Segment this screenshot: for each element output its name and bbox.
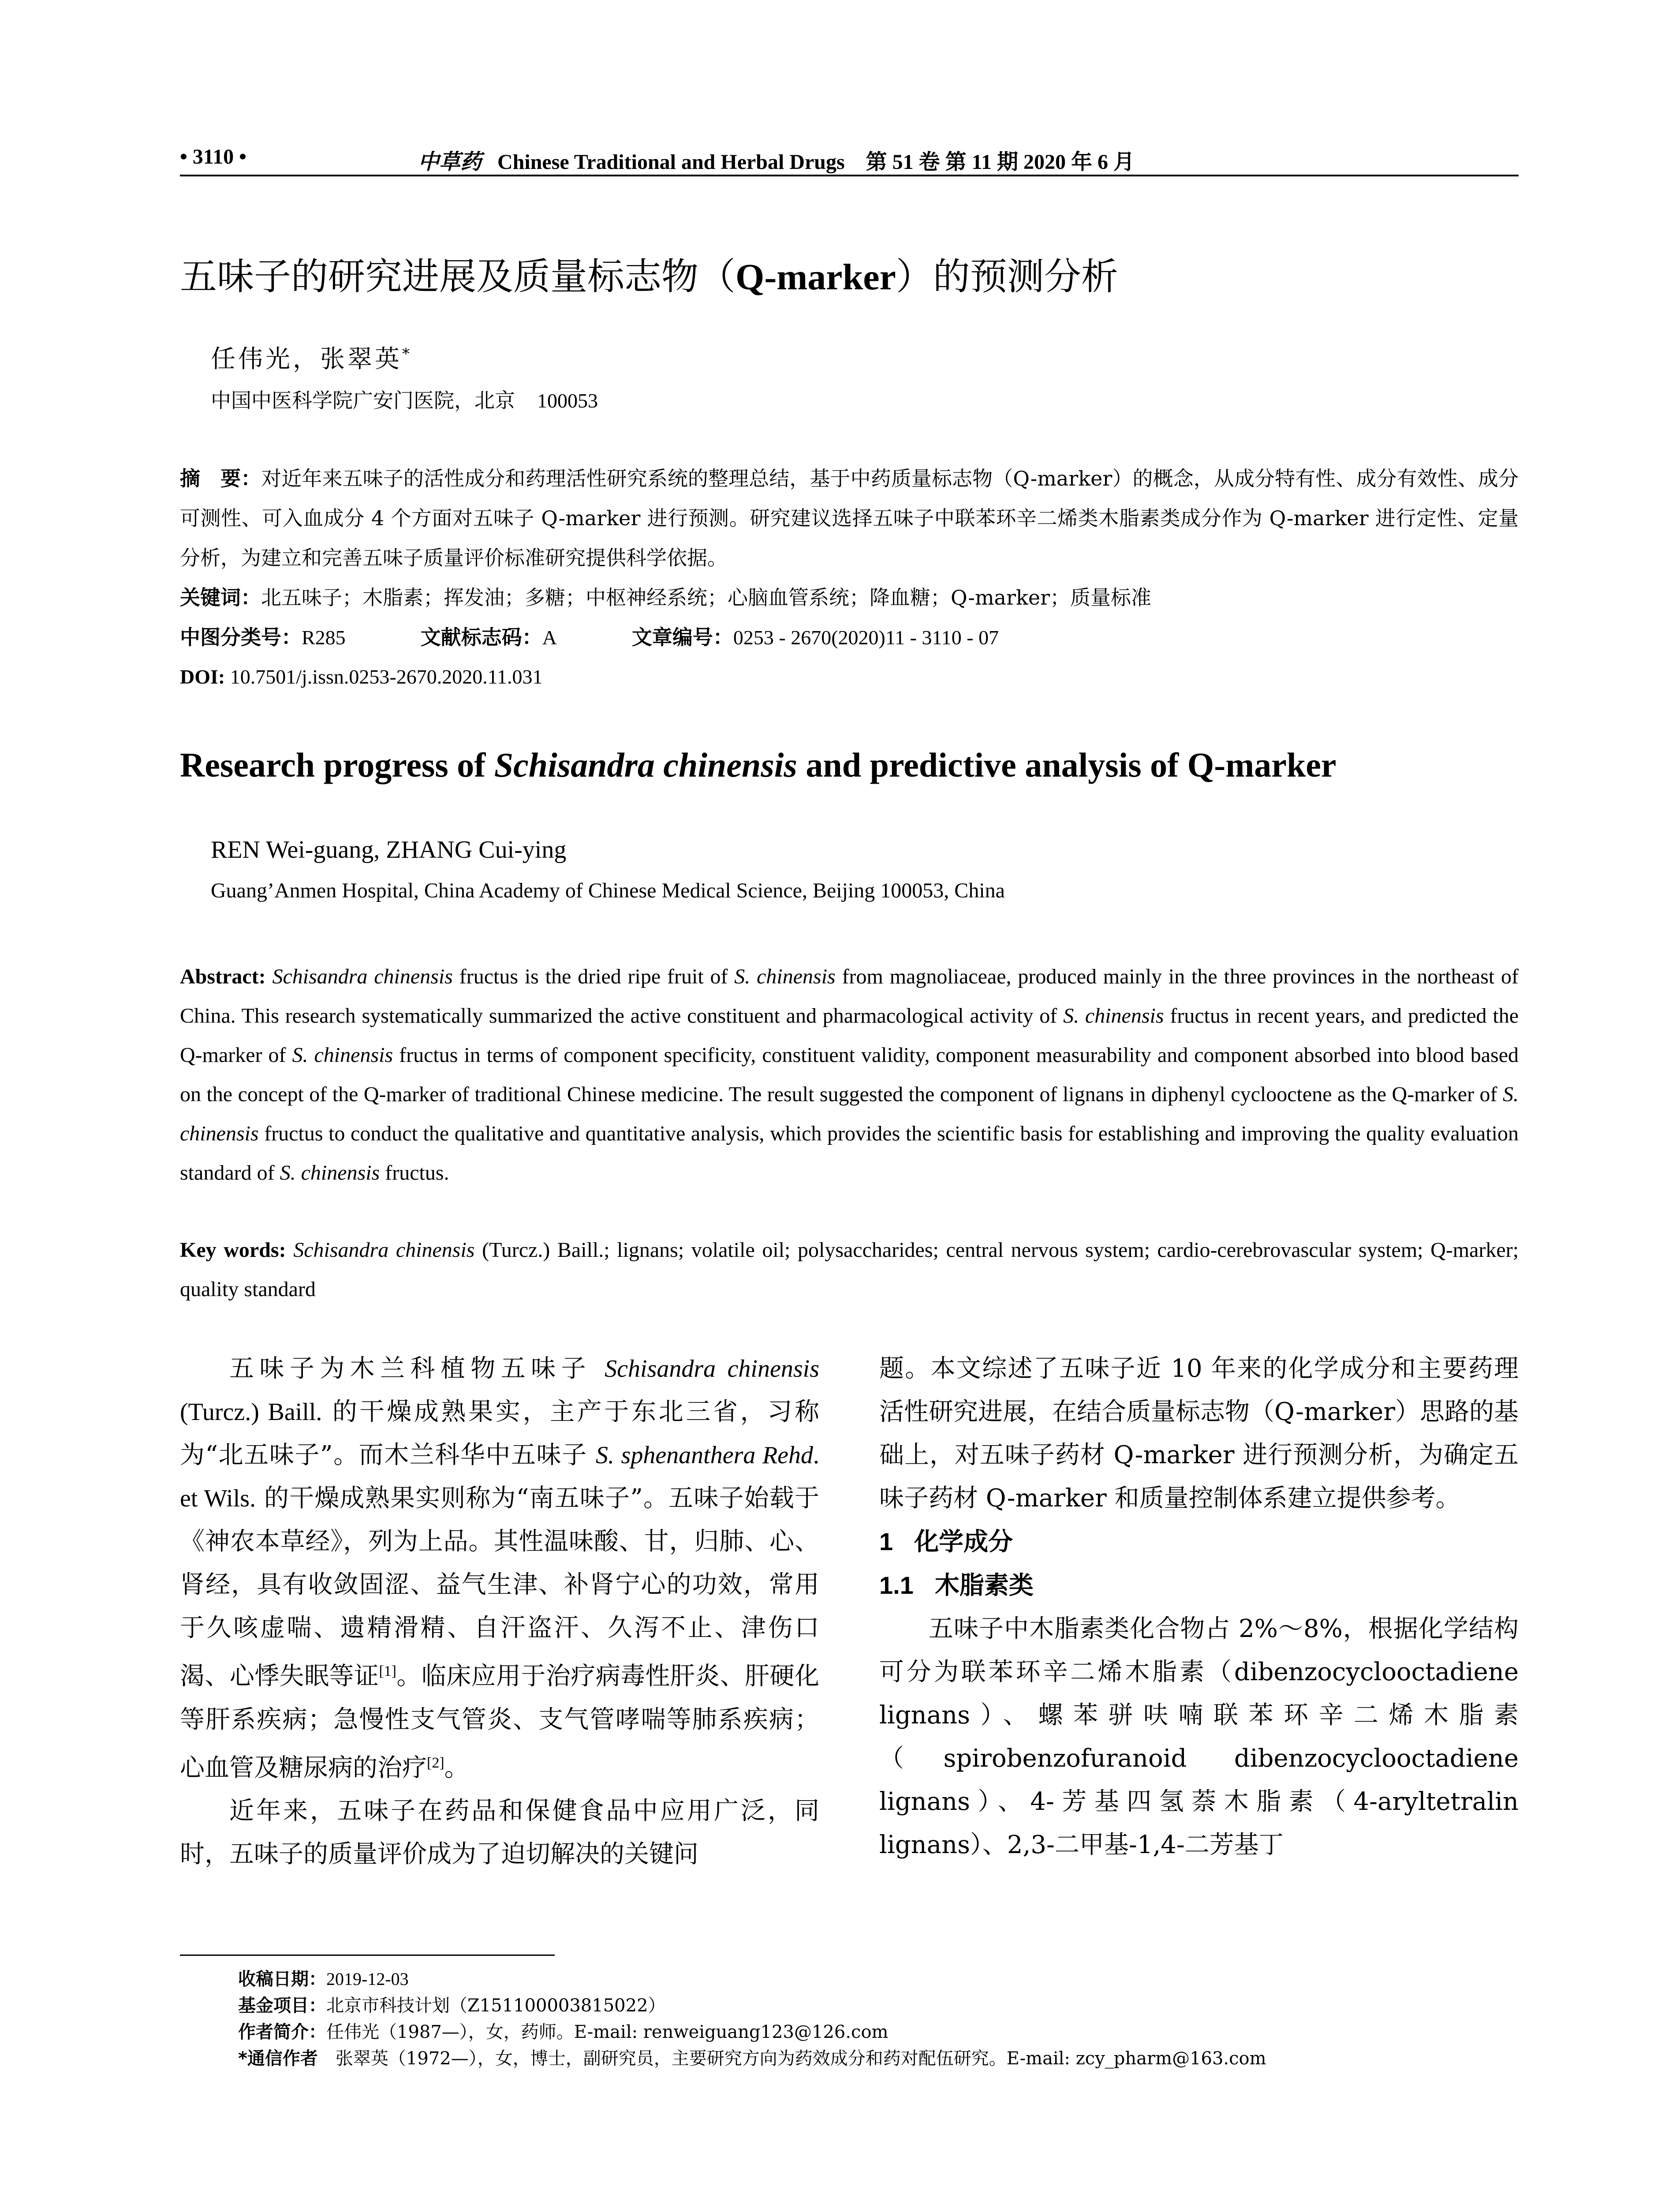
running-header xyxy=(180,140,1519,176)
abstract-text: fructus in terms of component specificity, constituent validity, component measurability and component absorbed into blood based on the concept of the Q-marker of traditional Chinese medicine. The result suggested the component of lignans in diphenyl cyclooctene as the Q-marker of xyxy=(180,1043,1519,1106)
subsection-title: 木脂素类 xyxy=(934,1571,1034,1600)
body-column-left xyxy=(180,1347,819,1876)
abstract-text: fructus to conduct the qualitative and quantitative analysis, which provides the scientific basis for establishing and improving the quality evaluation standard of xyxy=(180,1122,1519,1185)
footnote-label: *通信作者 xyxy=(238,2048,318,2069)
species-name: S. chinensis xyxy=(180,1083,1519,1145)
cn-abstract-text: 对近年来五味子的活性成分和药理活性研究系统的整理总结，基于中药质量标志物（Q-marker）的概念，从成分特有性、成分有效性、成分可测性、可入血成分 4 个方面对五味子 Q-marker 进行预测。研究建议选择五味子中联苯环辛二烯类木脂素类成分作为 Q-marker 进行定性、定量分析，为建立和完善五味子质量评价标准研究提供科学依据。 xyxy=(180,467,1519,570)
citation-ref: [2] xyxy=(427,1754,444,1771)
doi-value: 10.7501/j.issn.0253-2670.2020.11.031 xyxy=(230,665,543,688)
chinese-authors xyxy=(211,340,412,375)
cn-title-part: 五味子的研究进展及质量标志物（ xyxy=(180,255,736,298)
classification-line xyxy=(180,617,1519,658)
species-name: S. sphenanthera Rehd xyxy=(595,1442,814,1469)
abstract-text: fructus. xyxy=(380,1161,449,1185)
species-name: Schisandra chinensis xyxy=(272,965,453,988)
text-run: . et Wils. xyxy=(180,1442,820,1512)
text-run: (Turcz.) Baill. xyxy=(180,1398,322,1426)
section-title: 化学成分 xyxy=(914,1528,1013,1556)
species-name: S. chinensis xyxy=(1063,1004,1164,1028)
clc-value: R285 xyxy=(302,626,346,649)
doc-code-label: 文献标志码： xyxy=(420,625,542,649)
chinese-title xyxy=(180,247,1118,300)
species-name: S. chinensis xyxy=(280,1161,380,1185)
en-title-part: and predictive analysis of Q-marker xyxy=(797,746,1337,784)
abstract-text: fructus is the dried ripe fruit of xyxy=(452,965,735,988)
footnote-corresponding xyxy=(238,2045,1517,2072)
footnote-text: 2019-12-03 xyxy=(326,1969,409,1989)
en-keywords-label: Key words: xyxy=(180,1238,286,1262)
cn-keywords-label: 关键词： xyxy=(180,586,261,609)
header-rule xyxy=(180,175,1519,176)
text-run: 。 xyxy=(444,1753,469,1783)
chinese-affiliation xyxy=(211,385,598,414)
journal-logo: 中草药 xyxy=(418,149,482,174)
journal-citation: Chinese Traditional and Herbal Drugs 第 51 卷 第 11 期 2020 年 6 月 xyxy=(497,150,1135,174)
journal-info xyxy=(418,145,1135,175)
chinese-keywords xyxy=(180,578,1519,617)
body-paragraph xyxy=(180,1347,819,1790)
footnotes xyxy=(238,1966,1517,2072)
keywords-text: (Turcz.) Baill.; lignans; volatile oil; polysaccharides; central nervous system; cardio-cerebrovascular system; Q-marker; quality standard xyxy=(180,1238,1519,1301)
section-number: 1 xyxy=(879,1528,893,1555)
subsection-number: 1.1 xyxy=(879,1571,914,1599)
cn-title-part: ）的预测分析 xyxy=(896,255,1118,298)
doi-label: DOI: xyxy=(180,665,225,688)
body-column-right xyxy=(879,1347,1519,1867)
cn-affiliation-text: 中国中医科学院广安门医院，北京 xyxy=(211,389,515,412)
text-run: 五味子为木兰科植物五味子 xyxy=(229,1354,605,1383)
subsection-heading xyxy=(879,1564,1519,1607)
corresponding-mark: * xyxy=(402,345,412,363)
section-heading xyxy=(879,1520,1519,1564)
footnote-text: 张翠英（1972—），女，博士，副研究员，主要研究方向为药效成分和药对配伍研究。E-mail: zcy_pharm@163.com xyxy=(335,2048,1266,2069)
species-name: Schisandra chinensis xyxy=(605,1355,819,1383)
article-no-value: 0253 - 2670(2020)11 - 3110 - 07 xyxy=(733,626,999,649)
species-name: S. chinensis xyxy=(292,1043,393,1067)
footnote-label: 收稿日期： xyxy=(238,1969,326,1989)
body-paragraph: 近年来，五味子在药品和保健食品中应用广泛，同时，五味子的质量评价成为了迫切解决的关键问 xyxy=(180,1797,819,1869)
footnote-rule xyxy=(180,1955,555,1956)
body-paragraph: 五味子中木脂素类化合物占 2%～8%，根据化学结构可分为联苯环辛二烯木脂素（dibenzocyclooctadiene lignans）、螺苯骈呋喃联苯环辛二烯木脂素（spirobenzofuranoid dibenzocyclooctadiene lignans）、4-芳基四氢萘木脂素（4-aryltetralin lignans）、2,3-二甲基-1,4-二芳基丁 xyxy=(879,1615,1519,1859)
abstract-text: from magnoliaceae, produced mainly in the three provinces in the northeast of China. This research systematically summarized the active constituent and pharmacological activity of xyxy=(180,965,1519,1028)
english-title xyxy=(180,745,1337,785)
text-run: 。临床应用于治疗病毒性肝炎、肝硬化等肝系疾病；急慢性支气管炎、支气管哮喘等肺系疾病；心血管及糖尿病的治疗 xyxy=(180,1662,820,1783)
cn-zip: 100053 xyxy=(537,389,598,412)
clc-label: 中图分类号： xyxy=(180,625,302,649)
cn-author-names: 任伟光，张翠英 xyxy=(211,345,402,374)
footnote-text: 任伟光（1987—），女，药师。E-mail: renweiguang123@126.com xyxy=(326,2022,889,2042)
text-run: 的干燥成熟果实，主产于东北三省，习称为“北五味子”。而木兰科华中五味子 xyxy=(180,1398,819,1469)
footnote-fund xyxy=(238,1992,1517,2019)
en-title-species: Schisandra chinensis xyxy=(494,746,797,784)
text-run: 的干燥成熟果实则称为“南五味子”。五味子始载于《神农本草经》，列为上品。其性温味酸、甘，归肺、心、肾经，具有收敛固涩、益气生津、补肾宁心的功效，常用于久咳虚喘、遗精滑精、自汗盗汗、久泻不止、津伤口渴、心悸失眠等证 xyxy=(180,1484,819,1691)
cn-abstract-label: 摘 要： xyxy=(180,467,261,490)
en-abstract-label: Abstract: xyxy=(180,965,266,988)
cn-title-qmarker: Q-marker xyxy=(735,257,896,298)
footnote-received xyxy=(238,1966,1517,1992)
species-name: Schisandra chinensis xyxy=(293,1238,475,1262)
english-affiliation: Guang’Anmen Hospital, China Academy of Chinese Medical Science, Beijing 100053, China xyxy=(211,879,1005,902)
species-name: S. chinensis xyxy=(734,965,836,988)
citation-ref: [1] xyxy=(379,1663,396,1679)
english-abstract xyxy=(180,957,1519,1192)
page-number: • 3110 • xyxy=(180,145,246,168)
article-no-label: 文章编号： xyxy=(631,625,733,649)
abstract-text: fructus in recent years, and predicted the Q-marker of xyxy=(180,1004,1519,1067)
english-authors: REN Wei-guang, ZHANG Cui-ying xyxy=(211,836,567,863)
cn-keywords-text: 北五味子；木脂素；挥发油；多糖；中枢神经系统；心脑血管系统；降血糖；Q-marker；质量标准 xyxy=(261,586,1152,609)
chinese-abstract xyxy=(180,459,1519,578)
footnote-author-bio xyxy=(238,2019,1517,2045)
doi-line xyxy=(180,657,1519,697)
en-title-part: Research progress of xyxy=(180,746,494,784)
footnote-label: 作者简介： xyxy=(238,2022,326,2042)
doc-code-value: A xyxy=(542,626,557,649)
body-paragraph: 题。本文综述了五味子近 10 年来的化学成分和主要药理活性研究进展，在结合质量标志物（Q-marker）思路的基础上，对五味子药材 Q-marker 进行预测分析，为确定五味子药材 Q-marker 和质量控制体系建立提供参考。 xyxy=(879,1354,1519,1513)
footnote-label: 基金项目： xyxy=(238,1996,326,2016)
footnote-text: 北京市科技计划（Z151100003815022） xyxy=(326,1996,666,2016)
english-keywords xyxy=(180,1230,1519,1309)
